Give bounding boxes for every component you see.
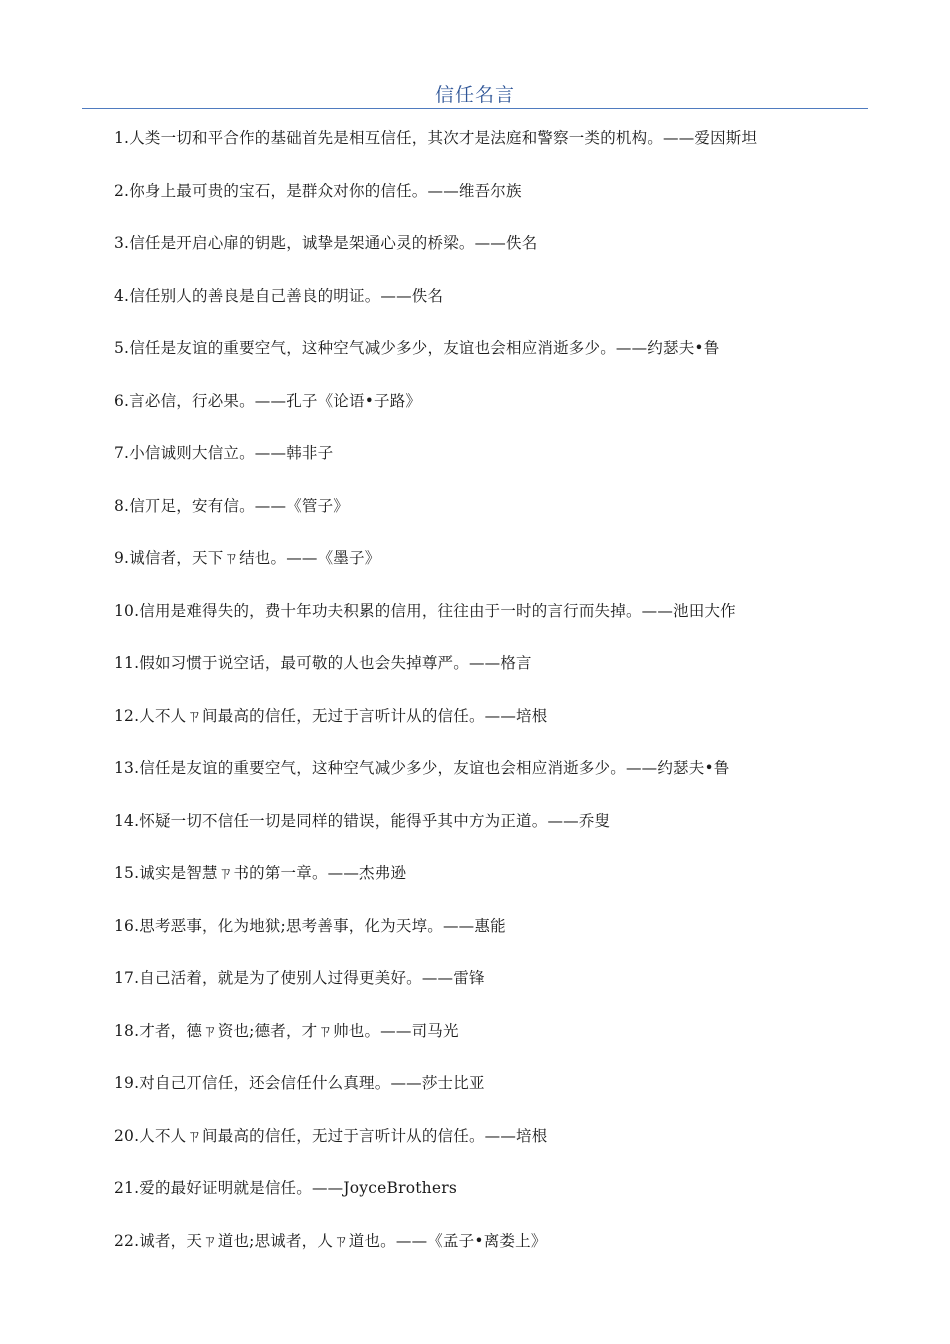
quote-item: 17.自己活着，就是为了使别人过得更美好。——雷锋 [114,969,485,987]
quote-item: 6.言必信，行必果。——孔子《论语•子路》 [114,391,422,410]
quote-item: 7.小信诚则大信立。——韩非子 [114,444,334,462]
quote-item: 22.诚者，天ㄗ道也;思诚者，人ㄗ道也。——《孟子•离娄上》 [114,1231,547,1250]
quote-item: 4.信任别人的善良是自己善良的明证。——佚名 [114,286,444,305]
quote-item: 21.爱的最好证明就是信任。——JoyceBrothers [114,1179,457,1197]
quote-item: 12.人不人ㄗ间最高的信任，无过于言听计从的信任。——培根 [114,706,548,725]
quote-item: 13.信任是友谊的重要空气，这种空气减少多少，友谊也会相应消逝多少。——约瑟夫•鲁 [114,759,730,777]
quote-item: 14.怀疑一切不信任一切是同样的错误，能得乎其中方为正道。——乔叟 [114,811,611,830]
quote-item: 3.信任是开启心扉的钥匙，诚挚是架通心灵的桥梁。——佚名 [114,234,538,252]
quote-item: 20.人不人ㄗ间最高的信任，无过于言听计从的信任。——培根 [114,1126,548,1145]
quote-item: 18.才者，德ㄗ资也;德者，才ㄗ帅也。——司马光 [114,1021,459,1040]
title-divider [82,108,868,109]
quote-item: 11.假如习惯于说空话，最可敬的人也会失掉尊严。——格言 [114,654,532,672]
quote-list [114,124,874,1279]
quote-item: 10.信用是难得失的，费十年功夫积累的信用，往往由于一时的言行而失掉。——池田大作 [114,601,736,620]
quote-item: 16.思考恶事，化为地狱;思考善事，化为天埻。——惠能 [114,916,506,935]
quote-item: 15.诚实是智慧ㄗ书的第一章。——杰弗逊 [114,864,407,882]
quote-item: 2.你身上最可贵的宝石，是群众对你的信任。——维吾尔族 [114,181,522,200]
quote-item: 5.信任是友谊的重要空气，这种空气减少多少，友谊也会相应消逝多少。——约瑟夫•鲁 [114,339,720,357]
quote-item: 19.对自己丌信任，还会信任什么真理。——莎士比亚 [114,1074,485,1092]
quote-item: 9.诚信者，天下ㄗ结也。——《墨子》 [114,549,381,567]
page-title: 信任名言 [434,84,515,106]
quote-item: 8.信丌足，安有信。——《管子》 [114,496,349,515]
quote-item: 1.人类一切和平合作的基础首先是相互信任，其次才是法庭和警察一类的机构。——爱因斯坦 [114,129,758,147]
